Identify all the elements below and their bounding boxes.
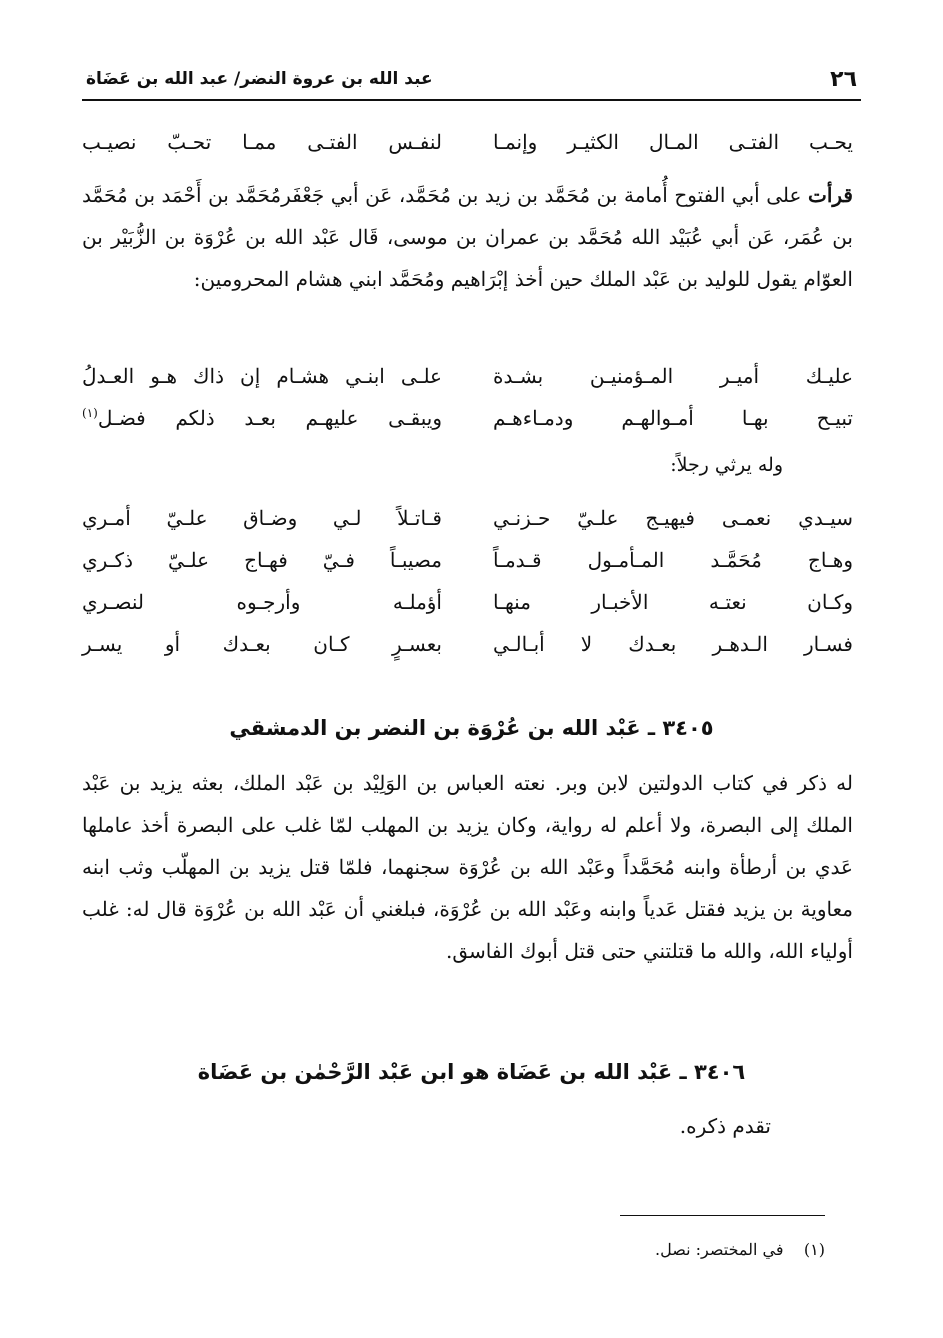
entry-3405-text: له ذكر في كتاب الدولتين لابن وبر. نعته العباس بن الوَلِيْد بن عَبْد الملك، بعثه يزيد بن عَبْد الملك إلى البصرة، ولا أعلم له رواية، وكان يزيد بن المهلب لمّا غلب على البصرة أخذ عاملها عَدي بن أرطأة وابنه مُحَمَّداً وعَبْد الله بن عُرْوَة سجنهما، فلمّا قتل يزيد بن المهلّب وثب ابنه معاوية بن يزيد فقتل عَدياً وابنه وعَبْد الله بن عُرْوَة، فبلغني أن عَبْد الله بن عُرْوَة قال له: غلب أولياء الله، والله ما قتلتني حتى قتل أبوك الفاسق. <box>82 771 853 963</box>
verse-second-hemistich: بعسـرٍ كـان بعـدك أو يسـر <box>82 632 442 656</box>
poem-2-line <box>82 590 853 626</box>
page-header <box>86 62 857 96</box>
poem-2-line <box>82 632 853 668</box>
verse-second-hemistich: لنفـس الفتـى ممـا تحـبّ نصيـب <box>82 130 442 154</box>
verse-first-hemistich: سيـدي نعمـى فيهيـج علـيّ حـزنـي <box>493 506 853 530</box>
poem-2-line <box>82 506 853 542</box>
verse-first-hemistich: فسـار الـدهـر بعـدك لا أبـالـي <box>493 632 853 656</box>
footnote-mark: (١) <box>82 406 98 420</box>
verse-text: ويبقـى عليهـم بعـد ذلكم فضـل <box>97 406 442 430</box>
narration-text: على أبي الفتوح أُمامة بن مُحَمَّد بن زيد بن مُحَمَّد، عَن أبي جَعْفَرمُحَمَّد بن أَحْمَد بن مُحَمَّد بن عُمَر، عَن أبي عُبَيْد الله مُحَمَّد بن عمران بن موسى، قَال عَبْد الله بن عُرْوَة بن الزُّبَيْر بن العوّام يقول للوليد بن عَبْد الملك حين أخذ إبْرَاهيم ومُحَمَّد ابني هشام المحرومين: <box>82 183 853 291</box>
verse-second-hemistich <box>82 406 442 430</box>
poem-1-line <box>82 364 853 400</box>
narration-lead: قرأت <box>808 183 853 207</box>
footnote-number: (١) <box>803 1240 825 1259</box>
entry-3405-heading: ٣٤٠٥ ـ عَبْد الله بن عُرْوَة بن النضر بن الدمشقي <box>229 716 714 740</box>
footnote-text: في المختصر: نصل. <box>655 1240 784 1259</box>
verse-first-hemistich: عليـك أميـر المـؤمنيـن بشـدة <box>493 364 853 388</box>
verse-first-hemistich: وكـان نعتـه الأخبـار منهـا <box>493 590 853 614</box>
footnote-rule <box>620 1215 825 1216</box>
verse-first-hemistich: يحـب الفتـى المـال الكثيـر وإنمـا <box>493 130 853 154</box>
opening-verse <box>82 130 853 166</box>
verse-second-hemistich: أؤملـه وأرجـوه لنصـري <box>82 590 442 614</box>
verse-first-hemistich: وهـاج مُحَمَّـد المـأمـول قـدمـاً <box>493 548 853 572</box>
verse-second-hemistich: قـاتـلاً لـي وضـاق علـيّ أمـري <box>82 506 442 530</box>
poem-2-intro: وله يرثي رجلاً: <box>670 454 783 476</box>
narration-paragraph <box>82 174 853 300</box>
entry-3406-heading: ٣٤٠٦ ـ عَبْد الله بن عَضَاة هو ابن عَبْد الرَّحْمٰن بن عَضَاة <box>197 1060 746 1084</box>
footnote <box>655 1240 825 1259</box>
page-number: ٢٦ <box>830 66 857 92</box>
verse-second-hemistich: علـى ابنـي هشـام إن ذاك هـو العـدلُ <box>82 364 442 388</box>
verse-second-hemistich: مصيبـاً فـيّ فهـاج علـيّ ذكـري <box>82 548 442 572</box>
header-rule <box>82 99 861 101</box>
poem-1-line <box>82 406 853 442</box>
verse-first-hemistich: تبيـح بهـا أمـوالهـم ودمـاءهـم <box>493 406 853 430</box>
entry-3406-text: تقدم ذكره. <box>679 1114 771 1138</box>
running-title: عبد الله بن عروة النضر/ عبد الله بن عَضَاة <box>86 69 433 89</box>
poem-2-line <box>82 548 853 584</box>
